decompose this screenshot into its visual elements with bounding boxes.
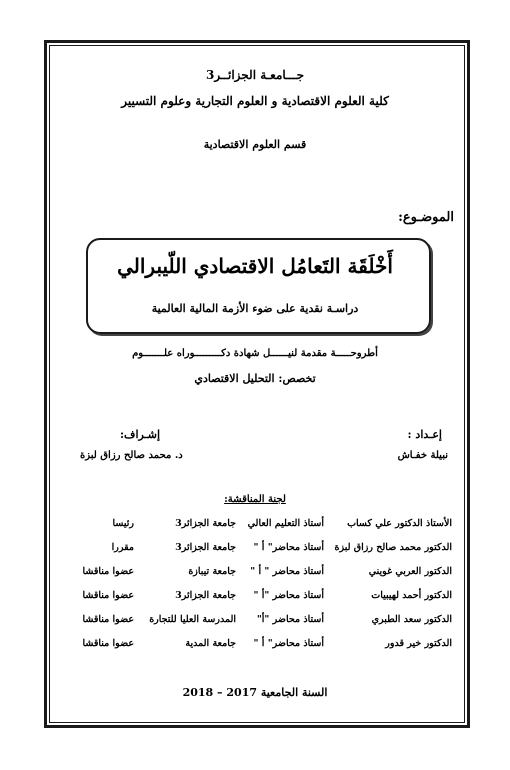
specialization: تخصص: التحليل الاقتصادي — [194, 372, 316, 385]
committee-row — [60, 638, 452, 654]
committee-row — [60, 518, 452, 534]
member-rank: أستاذ التعليم العالي — [247, 518, 324, 529]
member-institution: جامعة المدية — [185, 638, 236, 649]
member-name: الدكتور خير قدور — [385, 638, 452, 649]
member-institution: جامعة الجزائر3 — [175, 542, 236, 553]
preparation-label: إعـداد : — [407, 428, 442, 441]
title-box — [86, 238, 431, 334]
subject-label: الموضـوع: — [398, 210, 454, 225]
member-rank: أستاذ محاضر " أ " — [250, 566, 324, 577]
member-name: الدكتور محمد صالح رزاق لبزة — [334, 542, 452, 553]
member-institution: جامعة الجزائر3 — [175, 518, 236, 529]
thesis-description: أطروحـــــة مقدمة لنيــــــل شهادة دكـــــــــوراه علـــــــوم — [132, 348, 378, 359]
member-institution: جامعة الجزائر3 — [175, 590, 236, 601]
member-name: الدكتور أحمد لهيبيات — [371, 590, 452, 601]
member-rank: أستاذ محاضر "أ" — [256, 614, 324, 625]
supervision-label: إشـراف: — [120, 428, 161, 441]
committee-row — [60, 614, 452, 630]
member-role: عضوا مناقشا — [82, 566, 134, 577]
member-institution: المدرسة العليا للتجارة — [149, 614, 236, 625]
author-name: نبيلة خفـاش — [397, 450, 448, 461]
member-name: الدكتور سعد الطبري — [371, 614, 452, 625]
thesis-title: أَخْلَقَة التَعامُل الاقتصادي اللّيبرالي — [117, 254, 393, 278]
university-name: جـــامعـة الجزائــر3 — [205, 68, 304, 82]
member-role: عضوا مناقشا — [82, 638, 134, 649]
member-role: مقررا — [111, 542, 134, 553]
supervisor-name: د. محمد صالح رزاق لبزة — [80, 450, 183, 461]
member-rank: أستاذ محاضر" أ " — [253, 638, 324, 649]
member-role: عضوا مناقشا — [82, 614, 134, 625]
member-rank: أستاذ محاضر "أ " — [253, 590, 324, 601]
department-name: قسم العلوم الاقتصادية — [203, 138, 307, 151]
academic-year: السنة الجامعية 2017 – 2018 — [182, 686, 328, 699]
member-role: عضوا مناقشا — [82, 590, 134, 601]
committee-row — [60, 590, 452, 606]
committee-title: لجنة المناقشة: — [224, 494, 286, 505]
member-institution: جامعة تيبازة — [188, 566, 236, 577]
committee-row — [60, 542, 452, 558]
member-role: رئيسا — [112, 518, 134, 529]
member-rank: أستاذ محاضر" أ " — [253, 542, 324, 553]
member-name: الأستاذ الدكتور علي كساب — [347, 518, 452, 529]
member-name: الدكتور العربي غويني — [368, 566, 452, 577]
faculty-name: كلية العلوم الاقتصادية و العلوم التجارية وعلوم التسيير — [121, 94, 389, 108]
committee-row — [60, 566, 452, 582]
thesis-subtitle: دراسـة نقدية على ضوء الأزمة المالية العالمية — [151, 302, 359, 315]
